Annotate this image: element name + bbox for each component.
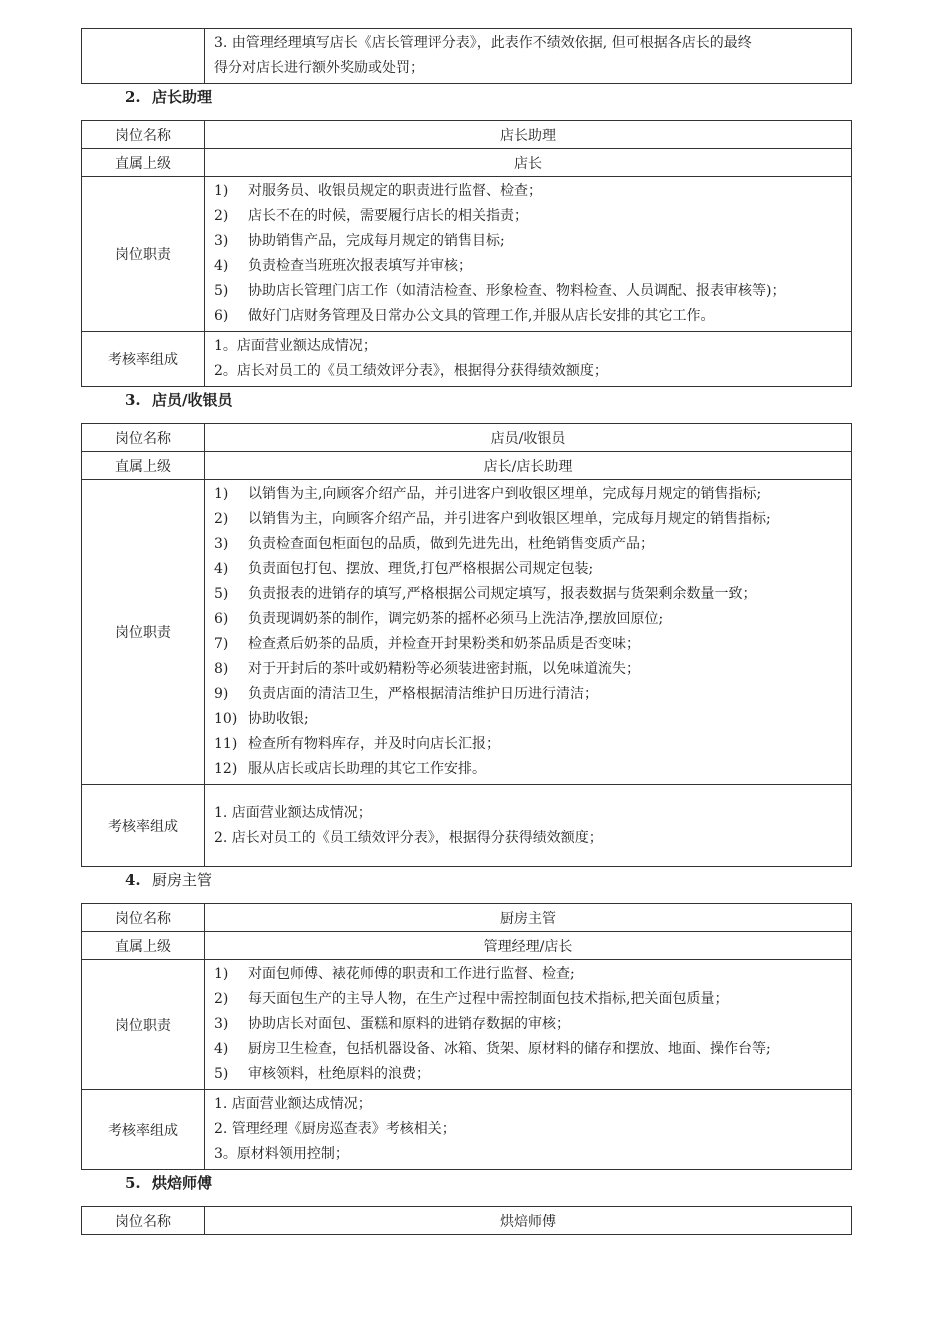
duty-item	[214, 707, 845, 732]
position-label: 岗位名称	[82, 904, 205, 932]
duty-text: 店长不在的时候，需要履行店长的相关指责；	[248, 208, 528, 224]
duty-number: 5)	[214, 283, 229, 299]
store-manager-table-continued	[81, 28, 852, 84]
duty-number: 8)	[214, 661, 229, 677]
section-heading-clerk-cashier	[81, 387, 852, 423]
assessment-list	[205, 1090, 852, 1170]
duty-item	[214, 732, 845, 757]
duty-number: 6)	[214, 611, 229, 627]
duties-label: 岗位职责	[82, 960, 205, 1090]
assessment-item: 1. 店面营业额达成情况；	[214, 804, 372, 821]
duty-number: 1)	[214, 183, 229, 199]
superior-label: 直属上级	[82, 932, 205, 960]
superior-value: 管理经理/店长	[205, 932, 852, 960]
duty-item	[214, 482, 845, 507]
duty-text: 每天面包生产的主导人物，在生产过程中需控制面包技术指标,把关面包质量；	[248, 991, 729, 1007]
section-title: 店长助理	[152, 88, 213, 106]
duty-item	[214, 532, 845, 557]
duty-number: 3)	[214, 1016, 229, 1032]
duty-text: 负责店面的清洁卫生，严格根据清洁维护日历进行清洁；	[248, 686, 598, 702]
duty-text: 协助店长管理门店工作（如清洁检查、形象检查、物料检查、人员调配、报表审核等)；	[248, 283, 786, 299]
duties-label: 岗位职责	[82, 177, 205, 332]
assessment-item: 3。原材料领用控制；	[214, 1146, 349, 1162]
duty-text: 负责检查当班班次报表填写并审核；	[248, 258, 472, 274]
assistant-manager-table	[81, 120, 852, 387]
assessment-item: 1。店面营业额达成情况；	[214, 338, 377, 354]
duty-number: 4)	[214, 1041, 229, 1057]
duty-item	[214, 962, 845, 987]
duty-item	[214, 507, 845, 532]
section-title: 店员/收银员	[152, 391, 233, 409]
document-page	[81, 28, 852, 1235]
duty-text: 以销售为主，向顾客介绍产品，并引进客户到收银区埋单，完成每月规定的销售指标;	[248, 511, 771, 527]
superior-value: 店长/店长助理	[205, 452, 852, 480]
assessment-item: 1. 店面营业额达成情况；	[214, 1096, 372, 1112]
duty-number: 4)	[214, 561, 229, 577]
duty-item	[214, 657, 845, 682]
duty-number: 2)	[214, 511, 229, 527]
duty-text: 协助销售产品，完成每月规定的销售目标;	[248, 233, 505, 249]
duty-text: 对于开封后的茶叶或奶精粉等必须装进密封瓶，以免味道流失；	[248, 661, 640, 677]
duty-text: 服从店长或店长助理的其它工作安排。	[248, 761, 486, 777]
duty-text: 负责报表的进销存的填写,严格根据公司规定填写，报表数据与货架剩余数量一致；	[248, 586, 757, 602]
duty-item	[214, 757, 845, 782]
duty-item	[214, 254, 845, 279]
duty-text: 做好门店财务管理及日常办公文具的管理工作,并服从店长安排的其它工作。	[248, 308, 715, 324]
position-value: 店员/收银员	[205, 424, 852, 452]
duty-number: 5)	[214, 1066, 229, 1082]
position-label: 岗位名称	[82, 121, 205, 149]
duty-item	[214, 582, 845, 607]
duty-item	[214, 682, 845, 707]
duty-text: 对面包师傅、裱花师傅的职责和工作进行监督、检查;	[248, 966, 575, 982]
section-number: 4.	[125, 871, 141, 889]
section-heading-assistant-manager	[81, 84, 852, 120]
duties-list	[205, 177, 852, 332]
duty-number: 6)	[214, 308, 229, 324]
position-value: 厨房主管	[205, 904, 852, 932]
duty-item	[214, 179, 845, 204]
duty-item	[214, 279, 845, 304]
duty-text: 负责检查面包柜面包的品质，做到先进先出，杜绝销售变质产品；	[248, 536, 654, 552]
duty-text: 检查煮后奶茶的品质，并检查开封果粉类和奶茶品质是否变味；	[248, 636, 640, 652]
position-label: 岗位名称	[82, 1207, 205, 1235]
duty-text: 以销售为主,向顾客介绍产品，并引进客户到收银区埋单，完成每月规定的销售指标;	[248, 486, 762, 502]
duty-item	[214, 304, 845, 329]
duty-item	[214, 987, 845, 1012]
duty-number: 7)	[214, 636, 229, 652]
assessment-list	[205, 332, 852, 387]
position-value: 烘焙师傅	[205, 1207, 852, 1235]
duty-item	[214, 607, 845, 632]
duty-item	[214, 1012, 845, 1037]
duty-text: 负责现调奶茶的制作，调完奶茶的摇杯必须马上洗洁净,摆放回原位;	[248, 611, 664, 627]
section-heading-kitchen-supervisor	[81, 867, 852, 903]
duty-number: 2)	[214, 208, 229, 224]
superior-value: 店长	[205, 149, 852, 177]
duty-text: 审核领料，杜绝原料的浪费；	[248, 1066, 430, 1082]
kitchen-supervisor-table	[81, 903, 852, 1170]
duty-text: 负责面包打包、摆放、理货,打包严格根据公司规定包装;	[248, 561, 594, 577]
duties-list	[205, 480, 852, 785]
duty-item	[214, 557, 845, 582]
section-title: 烘焙师傅	[152, 1174, 213, 1192]
baker-table	[81, 1206, 852, 1235]
section-heading-baker	[81, 1170, 852, 1206]
note-line: 得分对店长进行额外奖励或处罚；	[214, 60, 424, 76]
duty-number: 10)	[214, 711, 238, 727]
duty-text: 对服务员、收银员规定的职责进行监督、检查；	[248, 183, 542, 199]
section-number: 2.	[125, 88, 141, 106]
superior-label: 直属上级	[82, 149, 205, 177]
store-manager-note-cell	[205, 29, 852, 84]
empty-label-cell	[82, 29, 205, 84]
position-value: 店长助理	[205, 121, 852, 149]
duty-number: 3)	[214, 233, 229, 249]
duty-text: 检查所有物料库存，并及时向店长汇报；	[248, 736, 500, 752]
duties-label: 岗位职责	[82, 480, 205, 785]
clerk-cashier-table	[81, 423, 852, 867]
section-number: 3.	[125, 391, 141, 409]
duty-number: 12)	[214, 761, 238, 777]
duty-item	[214, 1037, 845, 1062]
duty-item	[214, 632, 845, 657]
duty-number: 1)	[214, 966, 229, 982]
assessment-item: 2. 店长对员工的《员工绩效评分表》，根据得分获得绩效额度；	[214, 829, 603, 846]
duty-number: 2)	[214, 991, 229, 1007]
assessment-list	[205, 785, 852, 867]
assessment-label: 考核率组成	[82, 785, 205, 867]
section-number: 5.	[125, 1174, 141, 1192]
duty-text: 厨房卫生检查，包括机器设备、冰箱、货架、原材料的储存和摆放、地面、操作台等;	[248, 1041, 771, 1057]
assessment-item: 2。店长对员工的《员工绩效评分表》，根据得分获得绩效额度；	[214, 363, 608, 379]
duty-item	[214, 229, 845, 254]
duty-number: 5)	[214, 586, 229, 602]
duty-number: 1)	[214, 486, 229, 502]
assessment-label: 考核率组成	[82, 1090, 205, 1170]
duty-text: 协助收银;	[248, 711, 309, 727]
duty-text: 协助店长对面包、蛋糕和原料的进销存数据的审核；	[248, 1016, 570, 1032]
duty-number: 9)	[214, 686, 229, 702]
duty-number: 3)	[214, 536, 229, 552]
duty-item	[214, 204, 845, 229]
duty-item	[214, 1062, 845, 1087]
assessment-item: 2. 管理经理《厨房巡查表》考核相关；	[214, 1121, 456, 1137]
section-title: 厨房主管	[152, 871, 213, 889]
duties-list	[205, 960, 852, 1090]
position-label: 岗位名称	[82, 424, 205, 452]
assessment-label: 考核率组成	[82, 332, 205, 387]
superior-label: 直属上级	[82, 452, 205, 480]
duty-number: 11)	[214, 736, 238, 752]
duty-number: 4)	[214, 258, 229, 274]
note-line: 3. 由管理经理填写店长《店长管理评分表》，此表作不绩效依据, 但可根据各店长的最终	[214, 35, 752, 51]
